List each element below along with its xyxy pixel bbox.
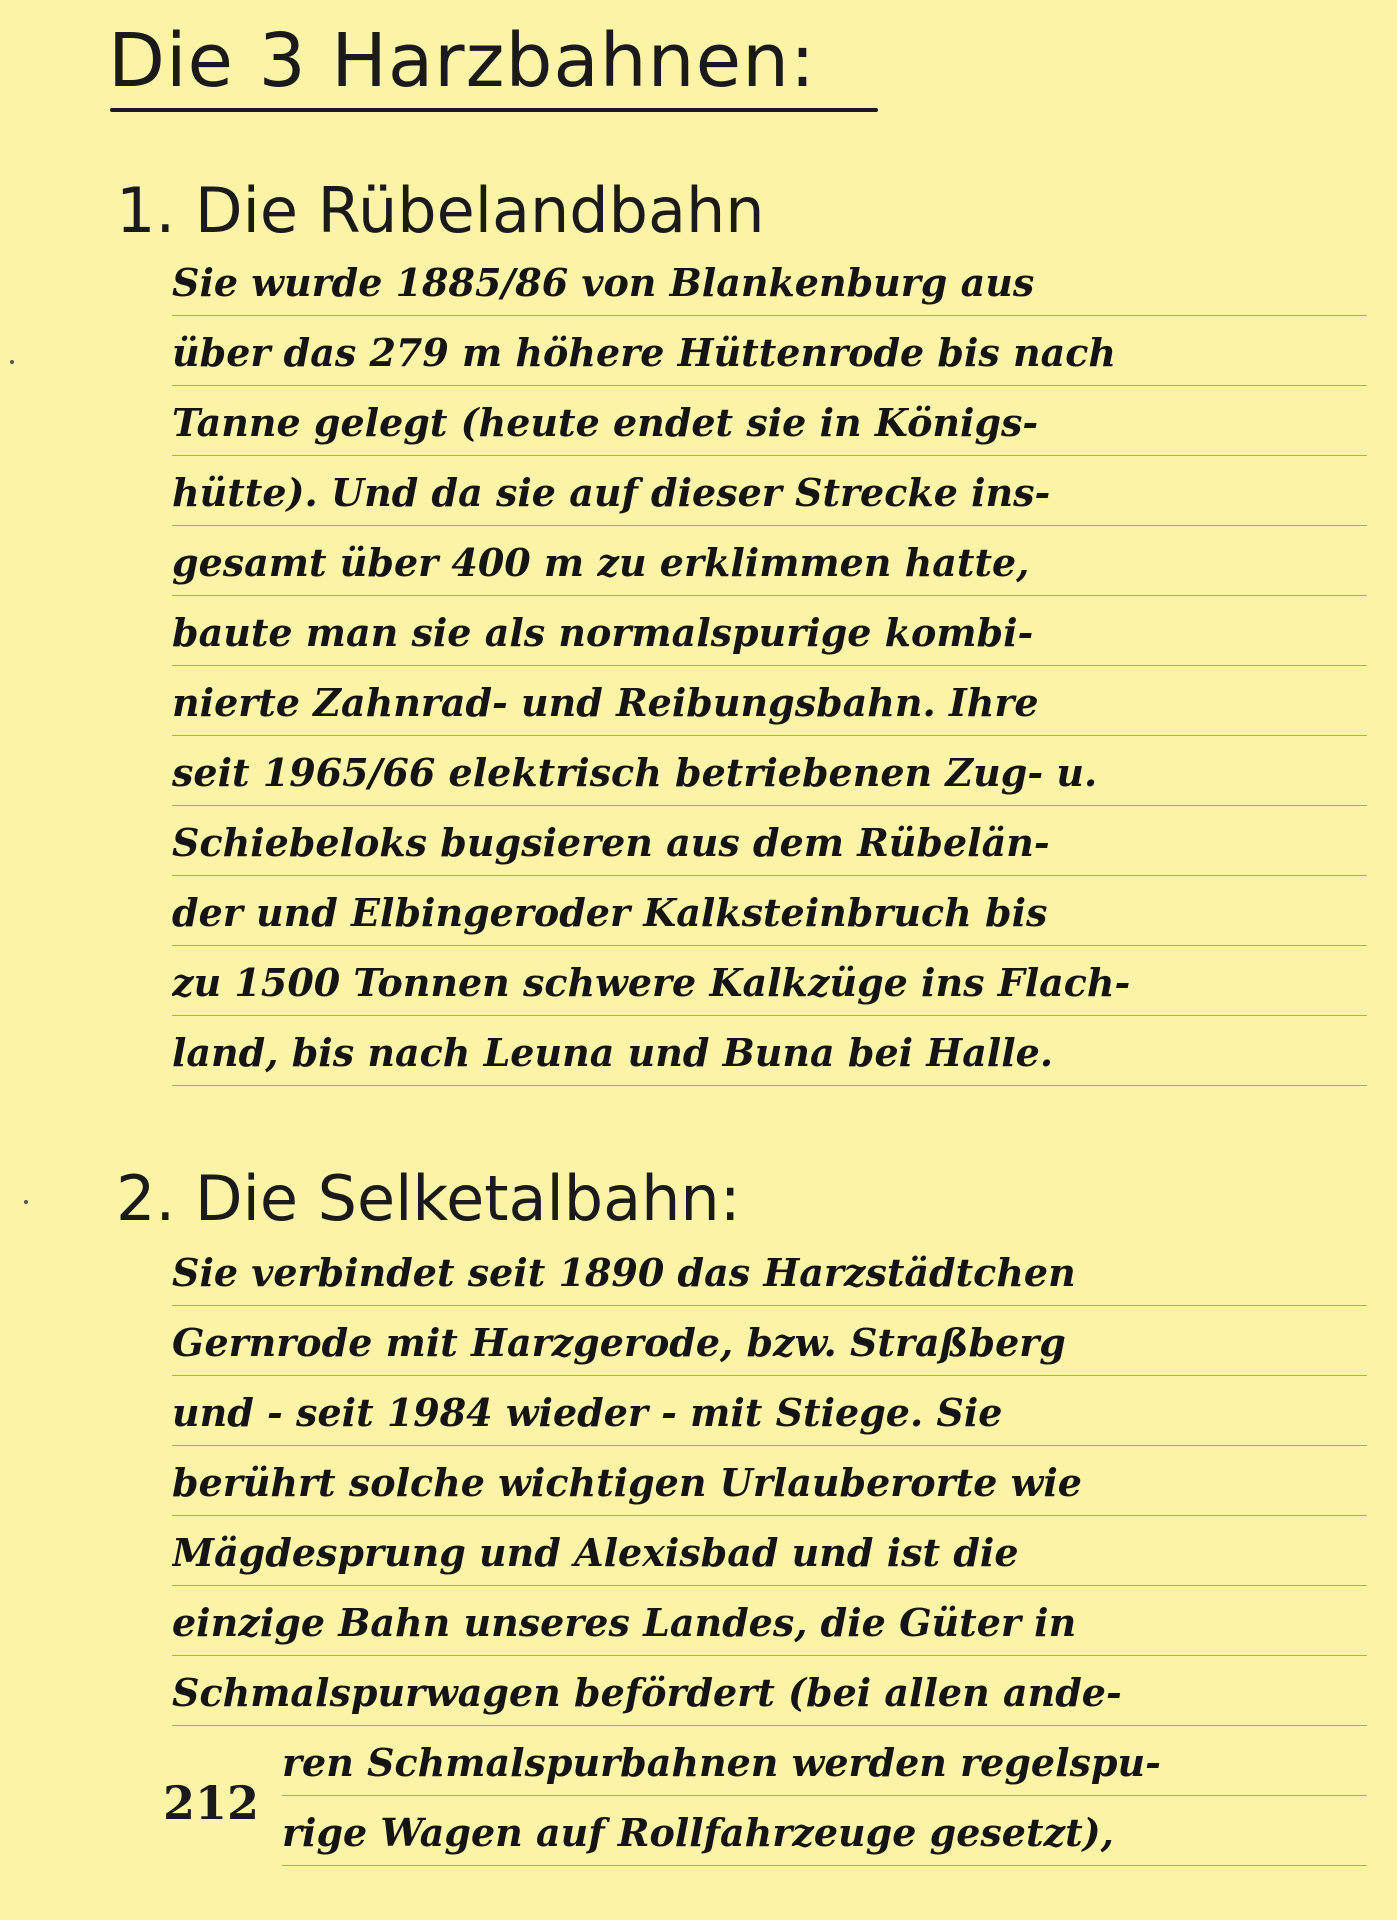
text-line: nierte Zahnrad- und Reibungsbahn. Ihre	[172, 674, 1367, 736]
text-line: rige Wagen auf Rollfahrzeuge gesetzt),	[282, 1804, 1367, 1866]
text-line: Gernrode mit Harzgerode, bzw. Straßberg	[172, 1314, 1367, 1376]
text-line: über das 279 m höhere Hüttenrode bis nach	[172, 324, 1367, 386]
text-line: Schiebeloks bugsieren aus dem Rübelän-	[172, 814, 1367, 876]
title-underline	[110, 108, 878, 112]
text-line: Schmalspurwagen befördert (bei allen ande-	[172, 1664, 1367, 1726]
text-line: und - seit 1984 wieder - mit Stiege. Sie	[172, 1384, 1367, 1446]
paper-speck	[10, 360, 14, 364]
text-line: einzige Bahn unseres Landes, die Güter in	[172, 1594, 1367, 1656]
text-line: land, bis nach Leuna und Buna bei Halle.	[172, 1024, 1367, 1086]
paper-speck	[24, 1200, 28, 1204]
text-line: seit 1965/66 elektrisch betriebenen Zug- u.	[172, 744, 1367, 806]
text-line: baute man sie als normalspurige kombi-	[172, 604, 1367, 666]
text-line: zu 1500 Tonnen schwere Kalkzüge ins Flach-	[172, 954, 1367, 1016]
section-heading-selketalbahn: 2. Die Selketalbahn:	[116, 1162, 741, 1235]
text-line: ren Schmalspurbahnen werden regelspu-	[282, 1734, 1367, 1796]
page-number: 212	[163, 1776, 260, 1830]
section-heading-ruebelandbahn: 1. Die Rübelandbahn	[116, 174, 765, 247]
page-title: Die 3 Harzbahnen:	[108, 18, 816, 104]
text-line: gesamt über 400 m zu erklimmen hatte,	[172, 534, 1367, 596]
text-line: hütte). Und da sie auf dieser Strecke ins-	[172, 464, 1367, 526]
text-line: berührt solche wichtigen Urlauberorte wie	[172, 1454, 1367, 1516]
text-line: Sie wurde 1885/86 von Blankenburg aus	[172, 254, 1367, 316]
text-line: der und Elbingeroder Kalksteinbruch bis	[172, 884, 1367, 946]
text-line: Tanne gelegt (heute endet sie in Königs-	[172, 394, 1367, 456]
text-line: Sie verbindet seit 1890 das Harzstädtchen	[172, 1244, 1367, 1306]
text-line: Mägdesprung und Alexisbad und ist die	[172, 1524, 1367, 1586]
